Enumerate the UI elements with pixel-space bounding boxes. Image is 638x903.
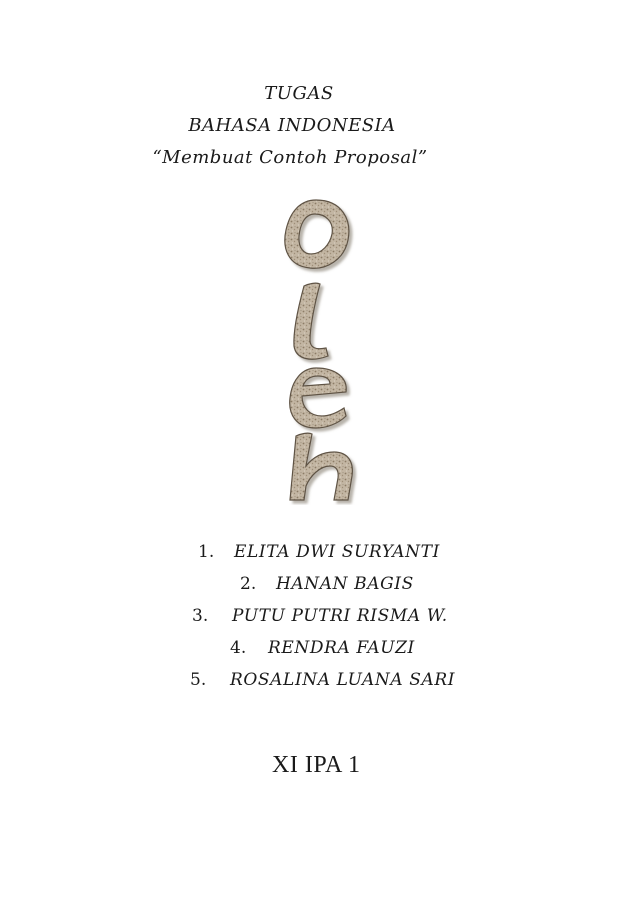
list-item [0, 536, 638, 568]
member-name: HANAN BAGIS [276, 574, 414, 594]
list-item [0, 568, 638, 600]
oleh-wordart [260, 190, 370, 505]
member-name: ELITA DWI SURYANTI [234, 542, 440, 562]
list-item-number: 4. [230, 638, 247, 658]
wordart-letter-l [294, 283, 328, 359]
title-block [0, 78, 638, 174]
class-label: XI IPA 1 [272, 752, 361, 778]
list-item-number: 3. [192, 606, 209, 626]
list-item [0, 664, 638, 696]
oleh-wordart-graphic [260, 190, 370, 505]
member-name: PUTU PUTRI RISMA W. [232, 606, 448, 626]
member-name: ROSALINA LUANA SARI [230, 670, 456, 690]
list-item-number: 1. [198, 542, 215, 562]
wordart-letter-o [285, 200, 349, 268]
subject-label: BAHASA INDONESIA [188, 115, 396, 136]
list-item [0, 600, 638, 632]
list-item-number: 2. [240, 574, 257, 594]
wordart-letter-e [290, 368, 347, 428]
list-item-number: 5. [190, 670, 207, 690]
list-item [0, 632, 638, 664]
member-list [0, 536, 638, 696]
wordart-letter-h [290, 433, 352, 500]
member-name: RENDRA FAUZI [268, 638, 415, 658]
assignment-topic: “Membuat Contoh Proposal” [152, 147, 428, 168]
assignment-label: TUGAS [264, 83, 334, 104]
